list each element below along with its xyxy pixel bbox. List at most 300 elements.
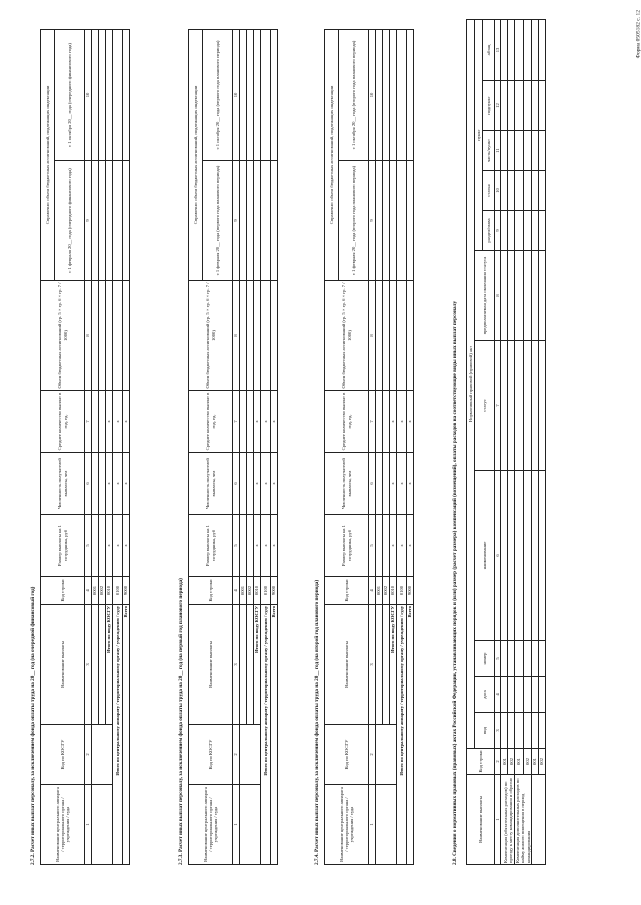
- x-cell: x: [113, 453, 123, 515]
- table-cell: [515, 171, 523, 211]
- row-code: 0002: [247, 577, 254, 605]
- sub-header: с 1 октября 20__ года (второго года планового периода): [339, 29, 369, 160]
- table-cell: [123, 161, 130, 281]
- col-number: 11: [495, 131, 501, 171]
- table-cell: [531, 131, 538, 171]
- col-header: Код строки: [467, 749, 495, 775]
- table-cell: [383, 515, 390, 577]
- table-cell: [240, 605, 247, 725]
- table-cell: [523, 677, 531, 713]
- table-cell: [261, 281, 271, 391]
- table-274: [324, 29, 414, 865]
- table-cell: [92, 391, 99, 453]
- table-cell: [531, 677, 538, 713]
- table-272: [40, 29, 130, 865]
- col-number: 10: [495, 171, 501, 211]
- table-cell: [106, 161, 113, 281]
- col-number: 1: [85, 785, 92, 865]
- col-header: статус: [475, 341, 495, 471]
- total-label: Всего: [123, 605, 130, 865]
- table-cell: [538, 211, 545, 251]
- col-number: 5: [495, 641, 501, 677]
- table-cell: [508, 81, 515, 131]
- table-cell: [531, 19, 538, 80]
- table-cell: [538, 171, 545, 211]
- table-cell: [240, 515, 247, 577]
- table-cell: [383, 453, 390, 515]
- col-number: 3: [495, 713, 501, 749]
- table-cell: [376, 453, 383, 515]
- table-cell: [99, 515, 106, 577]
- col-header: Численность получателей выплаты, чел: [189, 453, 233, 515]
- table-cell: [523, 131, 531, 171]
- table-cell: [383, 605, 390, 725]
- table-cell: [271, 29, 278, 160]
- sub-header: подпункт: [483, 81, 495, 131]
- table-cell: [508, 131, 515, 171]
- x-cell: x: [254, 453, 261, 515]
- x-cell: x: [390, 391, 397, 453]
- table-cell: [538, 713, 545, 749]
- table-cell: [92, 453, 99, 515]
- table-cell: [106, 29, 113, 160]
- col-number: 9: [495, 211, 501, 251]
- sub-header: с 1 октября 20__ года (очередного финансового года): [55, 29, 85, 160]
- table-cell: [531, 81, 538, 131]
- row-code: 0002: [383, 577, 390, 605]
- col-header: Справочно: объем бюджетных ассигнований, подлежащих индексации: [41, 29, 55, 280]
- table-cell: [376, 515, 383, 577]
- form-code: Форма 0505182 с. 12: [635, 10, 641, 59]
- col-header: Размер выплаты на 1 сотрудника, руб: [325, 515, 369, 577]
- col-number: 5: [85, 515, 92, 577]
- table-cell: [99, 29, 106, 160]
- row-code: 002: [523, 749, 531, 775]
- col-number: 8: [369, 281, 376, 391]
- row-code: 0001: [92, 577, 99, 605]
- col-header: Код по КОСГУ: [189, 725, 233, 785]
- sub-header: с 1 октября 20__ года (первого года планового периода): [203, 29, 233, 160]
- sub-header: с 1 февраля 20__ года (первого года планового периода): [203, 161, 233, 281]
- table-273: [188, 29, 278, 865]
- col-header: Объем бюджетных ассигнований (гр. 5 × гр. 6 × гр. 7 / 1000): [41, 281, 85, 391]
- col-number: 10: [233, 29, 240, 160]
- table-cell: [383, 391, 390, 453]
- table-cell: [383, 29, 390, 160]
- x-cell: x: [261, 515, 271, 577]
- col-header: Объем бюджетных ассигнований (гр. 5 × гр. 6 × гр. 7 / 1000): [189, 281, 233, 391]
- table-cell: [261, 29, 271, 160]
- col-number: 2: [495, 749, 501, 775]
- table-cell: [123, 29, 130, 160]
- row-code: 002: [508, 749, 515, 775]
- col-number: 2: [369, 725, 376, 785]
- col-number: 6: [85, 453, 92, 515]
- table-cell: [383, 161, 390, 281]
- table-cell: [397, 161, 407, 281]
- x-cell: x: [271, 515, 278, 577]
- table-28: [466, 19, 546, 865]
- col-header: номер: [475, 641, 495, 677]
- table-cell: [113, 281, 123, 391]
- row-code: 001: [515, 749, 523, 775]
- col-header: Среднее количество выплат в год, ед.: [41, 391, 85, 453]
- table-cell: [247, 281, 254, 391]
- row-code: 9000: [407, 577, 414, 605]
- x-cell: x: [397, 453, 407, 515]
- col-header: Нормативный правовой (правовой) акт: [467, 19, 475, 748]
- table-cell: [508, 341, 515, 471]
- col-header: Наименование выплаты: [189, 605, 233, 725]
- col-number: 13: [495, 19, 501, 80]
- table-cell: [92, 281, 99, 391]
- table-cell: [501, 471, 508, 641]
- table-cell: [531, 251, 538, 341]
- col-header: предполагаемая дата окончания статуса: [475, 251, 495, 341]
- col-header: Наименование выплаты: [41, 605, 85, 725]
- table-cell: [390, 161, 397, 281]
- table-cell: [501, 171, 508, 211]
- table-cell: [92, 785, 113, 865]
- table-cell: [397, 29, 407, 160]
- table-cell: [501, 81, 508, 131]
- x-cell: x: [261, 453, 271, 515]
- x-cell: x: [113, 515, 123, 577]
- table-cell: [240, 725, 261, 785]
- x-cell: x: [254, 515, 261, 577]
- table-cell: [397, 281, 407, 391]
- row-code: 0100: [113, 577, 123, 605]
- col-number: 5: [369, 515, 376, 577]
- table-cell: [531, 471, 538, 641]
- table-cell: [99, 453, 106, 515]
- col-header: вид: [475, 713, 495, 749]
- table-cell: [508, 713, 515, 749]
- table-cell: [247, 515, 254, 577]
- row-code: 0010: [254, 577, 261, 605]
- col-number: 7: [495, 341, 501, 471]
- col-header: Численность получателей выплаты, чел: [41, 453, 85, 515]
- table-cell: [99, 605, 106, 725]
- table-cell: [508, 19, 515, 80]
- table-cell: [376, 281, 383, 391]
- table-cell: [376, 605, 383, 725]
- row-name: Компенсация (обязательных расходов) по проезду к месту командирования и обратно: [501, 775, 515, 865]
- table-cell: [515, 641, 523, 677]
- col-number: 8: [85, 281, 92, 391]
- table-cell: [501, 19, 508, 80]
- col-header: Наименование центрального аппарата / территориального органа / учреждения / суда: [325, 785, 369, 865]
- table-cell: [523, 251, 531, 341]
- table-cell: [515, 713, 523, 749]
- col-header: Размер выплаты на 1 сотрудника, руб: [41, 515, 85, 577]
- col-header: Наименование центрального аппарата / территориального органа / учреждения / суда: [189, 785, 233, 865]
- row-code: 002: [538, 749, 545, 775]
- table-cell: [508, 677, 515, 713]
- col-number: 6: [495, 471, 501, 641]
- x-cell: x: [271, 453, 278, 515]
- table-cell: [501, 341, 508, 471]
- table-cell: [538, 131, 545, 171]
- table-cell: [376, 391, 383, 453]
- table-cell: [538, 251, 545, 341]
- col-header: Среднее количество выплат в год, ед.: [325, 391, 369, 453]
- table-cell: [240, 161, 247, 281]
- sub-header: абзац: [483, 19, 495, 80]
- row-code: 0100: [261, 577, 271, 605]
- col-number: 10: [85, 29, 92, 160]
- table-cell: [515, 251, 523, 341]
- total-label: Итого по виду КОСГУ: [106, 605, 113, 725]
- x-cell: x: [390, 453, 397, 515]
- table-cell: [501, 251, 508, 341]
- table-cell: [523, 19, 531, 80]
- table-cell: [240, 453, 247, 515]
- table-cell: [515, 471, 523, 641]
- table-cell: [523, 341, 531, 471]
- table-cell: [531, 641, 538, 677]
- table-cell: [523, 713, 531, 749]
- col-number: 1: [495, 775, 501, 865]
- table-cell: [523, 471, 531, 641]
- table-cell: [515, 677, 523, 713]
- col-header: пункт: [475, 19, 483, 250]
- table-cell: [515, 211, 523, 251]
- table-cell: [254, 29, 261, 160]
- table-cell: [538, 677, 545, 713]
- col-header: Объем бюджетных ассигнований (гр. 5 × гр. 6 × гр. 7 / 1000): [325, 281, 369, 391]
- table-cell: [240, 391, 247, 453]
- row-code: 001: [501, 749, 508, 775]
- col-number: 10: [369, 29, 376, 160]
- table-cell: [501, 677, 508, 713]
- total-label: Итого по центральному аппарату / территориальному органу / учреждению / суду: [397, 605, 407, 865]
- col-number: 3: [233, 605, 240, 725]
- row-code: 0100: [397, 577, 407, 605]
- col-number: 1: [369, 785, 376, 865]
- table-cell: [523, 81, 531, 131]
- col-header: Среднее количество выплат в год, ед.: [189, 391, 233, 453]
- row-code: 0002: [99, 577, 106, 605]
- sub-header: с 1 февраля 20__ года (второго года планового периода): [339, 161, 369, 281]
- row-code: 001: [531, 749, 538, 775]
- table-cell: [376, 725, 397, 785]
- table-cell: [538, 19, 545, 80]
- col-header: Численность получателей выплаты, чел: [325, 453, 369, 515]
- col-header: наименование: [475, 471, 495, 641]
- col-header: Код строки: [41, 577, 85, 605]
- table-cell: [523, 171, 531, 211]
- sub-header: статья: [483, 171, 495, 211]
- x-cell: x: [106, 391, 113, 453]
- col-number: 6: [233, 453, 240, 515]
- row-code: 0001: [240, 577, 247, 605]
- col-number: 7: [85, 391, 92, 453]
- table-cell: [407, 281, 414, 391]
- table-cell: [240, 29, 247, 160]
- table-cell: [92, 515, 99, 577]
- x-cell: x: [407, 391, 414, 453]
- col-number: 2: [233, 725, 240, 785]
- row-code: 9000: [123, 577, 130, 605]
- table-cell: [247, 605, 254, 725]
- table-cell: [407, 29, 414, 160]
- x-cell: x: [407, 453, 414, 515]
- col-number: 9: [369, 161, 376, 281]
- x-cell: x: [397, 515, 407, 577]
- col-header: Наименование выплаты: [467, 775, 495, 865]
- x-cell: x: [271, 391, 278, 453]
- table-cell: [376, 785, 397, 865]
- x-cell: x: [123, 515, 130, 577]
- section-title-274: 2.7.4. Расчет иных выплат персоналу, за исключением фонда оплаты труда на 20__ год (на второй год планового периода): [314, 579, 320, 865]
- table-cell: [113, 161, 123, 281]
- table-cell: [113, 29, 123, 160]
- table-cell: [515, 131, 523, 171]
- table-cell: [538, 471, 545, 641]
- row-name: [531, 775, 545, 865]
- table-cell: [501, 211, 508, 251]
- table-cell: [247, 453, 254, 515]
- row-code: 9000: [271, 577, 278, 605]
- col-number: 7: [233, 391, 240, 453]
- table-cell: [538, 641, 545, 677]
- col-header: Размер выплаты на 1 сотрудника, руб: [189, 515, 233, 577]
- table-cell: [531, 211, 538, 251]
- table-cell: [515, 81, 523, 131]
- col-number: 9: [233, 161, 240, 281]
- x-cell: x: [397, 391, 407, 453]
- table-cell: [390, 281, 397, 391]
- x-cell: x: [113, 391, 123, 453]
- table-cell: [508, 211, 515, 251]
- table-cell: [538, 341, 545, 471]
- table-cell: [99, 161, 106, 281]
- table-cell: [501, 713, 508, 749]
- table-cell: [92, 161, 99, 281]
- x-cell: x: [390, 515, 397, 577]
- col-number: 4: [495, 677, 501, 713]
- col-header: дата: [475, 677, 495, 713]
- table-cell: [538, 81, 545, 131]
- total-label: Итого по центральному аппарату / территориальному органу / учреждению / суду: [113, 605, 123, 865]
- table-cell: [383, 281, 390, 391]
- x-cell: x: [106, 515, 113, 577]
- col-header: Код строки: [189, 577, 233, 605]
- col-number: 12: [495, 81, 501, 131]
- col-number: 8: [495, 251, 501, 341]
- table-cell: [99, 391, 106, 453]
- table-cell: [240, 281, 247, 391]
- col-header: Справочно: объем бюджетных ассигнований, подлежащих индексации: [189, 29, 203, 280]
- table-cell: [92, 605, 99, 725]
- col-header: Код строки: [325, 577, 369, 605]
- table-cell: [271, 161, 278, 281]
- table-cell: [531, 341, 538, 471]
- table-cell: [247, 391, 254, 453]
- table-cell: [92, 29, 99, 160]
- table-cell: [247, 29, 254, 160]
- x-cell: x: [123, 453, 130, 515]
- total-label: Всего: [407, 605, 414, 865]
- row-name: Компенсация дополнительных расходов по найму жилого помещения в период командирования: [515, 775, 532, 865]
- table-cell: [508, 641, 515, 677]
- col-number: 4: [85, 577, 92, 605]
- total-label: Итого по виду КОСГУ: [390, 605, 397, 725]
- table-cell: [240, 785, 261, 865]
- section-title-273: 2.7.3. Расчет иных выплат персоналу, за исключением фонда оплаты труда на 20__ год (на первый год планового периода): [178, 578, 184, 865]
- row-code: 0010: [390, 577, 397, 605]
- table-cell: [501, 641, 508, 677]
- table-cell: [254, 161, 261, 281]
- col-number: 4: [233, 577, 240, 605]
- table-cell: [261, 161, 271, 281]
- table-cell: [407, 161, 414, 281]
- col-number: 8: [233, 281, 240, 391]
- table-cell: [523, 211, 531, 251]
- table-cell: [501, 131, 508, 171]
- col-number: 3: [85, 605, 92, 725]
- table-cell: [376, 161, 383, 281]
- table-cell: [515, 19, 523, 80]
- table-cell: [254, 281, 261, 391]
- col-number: 2: [85, 725, 92, 785]
- col-number: 4: [369, 577, 376, 605]
- table-cell: [376, 29, 383, 160]
- total-label: Всего: [271, 605, 278, 865]
- row-code: 0010: [106, 577, 113, 605]
- total-label: Итого по виду КОСГУ: [254, 605, 261, 725]
- table-cell: [515, 341, 523, 471]
- x-cell: x: [254, 391, 261, 453]
- col-header: Код по КОСГУ: [41, 725, 85, 785]
- table-cell: [508, 251, 515, 341]
- table-cell: [531, 713, 538, 749]
- col-header: Справочно: объем бюджетных ассигнований, подлежащих индексации: [325, 29, 339, 280]
- sub-header: раздел/глава: [483, 211, 495, 251]
- table-cell: [508, 471, 515, 641]
- table-cell: [99, 281, 106, 391]
- col-header: Наименование выплаты: [325, 605, 369, 725]
- x-cell: x: [106, 453, 113, 515]
- table-cell: [92, 725, 113, 785]
- table-cell: [123, 281, 130, 391]
- col-number: 9: [85, 161, 92, 281]
- table-cell: [523, 641, 531, 677]
- col-number: 6: [369, 453, 376, 515]
- table-cell: [271, 281, 278, 391]
- sub-header: с 1 февраля 20__ года (очередного финансового года): [55, 161, 85, 281]
- table-cell: [106, 281, 113, 391]
- col-number: 3: [369, 605, 376, 725]
- col-header: Наименование центрального аппарата / территориального органа / учреждения / суда: [41, 785, 85, 865]
- table-cell: [508, 171, 515, 211]
- x-cell: x: [261, 391, 271, 453]
- total-label: Итого по центральному аппарату / территориальному органу / учреждению / суду: [261, 605, 271, 865]
- table-cell: [247, 161, 254, 281]
- col-number: 5: [233, 515, 240, 577]
- col-header: Код по КОСГУ: [325, 725, 369, 785]
- x-cell: x: [123, 391, 130, 453]
- col-number: 1: [233, 785, 240, 865]
- section-title-28: 2.8. Сведения о нормативных правовых (правовых) актах Российской Федерации, устанавливающих порядок и (или) размер (расчет размера) компенсаций (возмещений), оплаты расходов на соответствующие виды иных выплат персоналу: [452, 300, 458, 865]
- table-cell: [531, 171, 538, 211]
- x-cell: x: [407, 515, 414, 577]
- row-code: 0001: [376, 577, 383, 605]
- col-number: 7: [369, 391, 376, 453]
- sub-header: часть/пункт: [483, 131, 495, 171]
- table-cell: [390, 29, 397, 160]
